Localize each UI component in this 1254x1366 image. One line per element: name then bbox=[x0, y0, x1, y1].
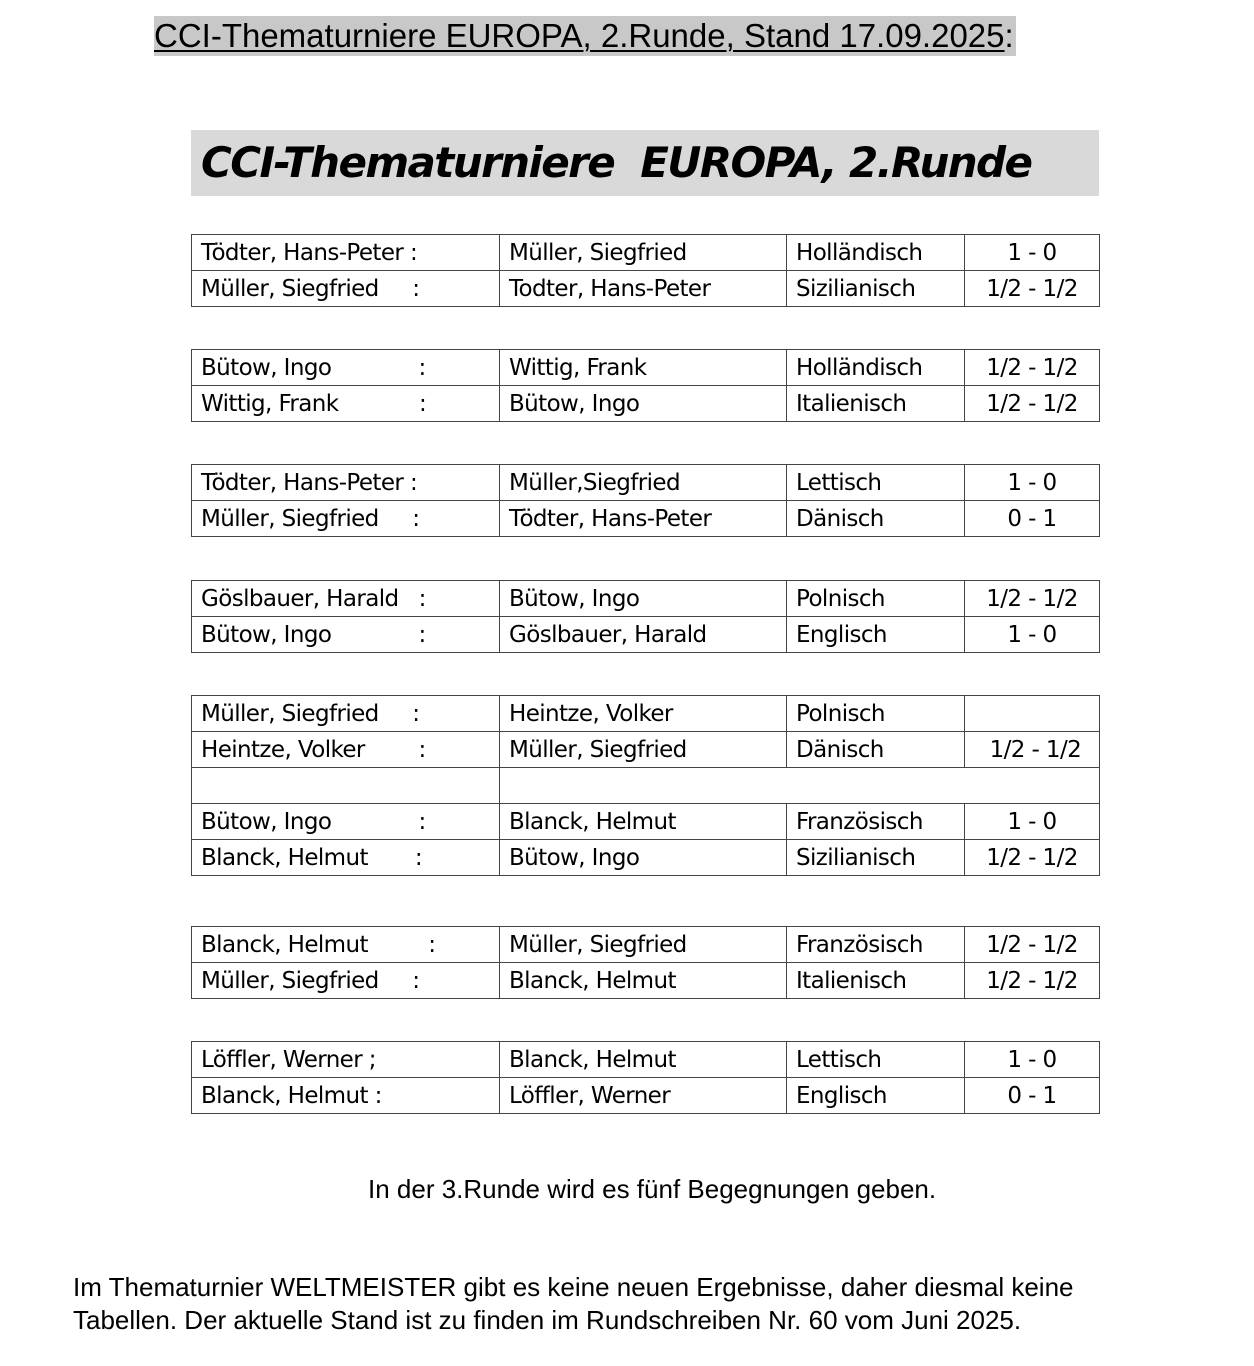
player-white: Blanck, Helmut : bbox=[192, 1078, 500, 1114]
table-row bbox=[192, 840, 1100, 876]
player-black: Blanck, Helmut bbox=[500, 804, 787, 840]
table-row bbox=[192, 235, 1100, 271]
table-row bbox=[192, 581, 1100, 617]
player-black: Göslbauer, Harald bbox=[500, 617, 787, 653]
table-row bbox=[192, 617, 1100, 653]
player-black: Müller, Siegfried bbox=[500, 235, 787, 271]
match-group bbox=[191, 349, 1100, 422]
opening: Sizilianisch bbox=[787, 271, 965, 307]
result: 1 - 0 bbox=[965, 235, 1100, 271]
document-title-text: CCI-Thematurniere EUROPA, 2.Runde, Stand 17.09.2025 bbox=[154, 17, 1005, 54]
table-row bbox=[192, 927, 1100, 963]
table-row bbox=[192, 1042, 1100, 1078]
opening: Polnisch bbox=[787, 581, 965, 617]
player-black: Müller,Siegfried bbox=[500, 465, 787, 501]
empty-cell bbox=[500, 768, 1100, 804]
player-black: Bütow, Ingo bbox=[500, 840, 787, 876]
table-row bbox=[192, 501, 1100, 537]
player-white: Blanck, Helmut : bbox=[192, 927, 500, 963]
player-white: Heintze, Volker : bbox=[192, 732, 500, 768]
player-white: Wittig, Frank : bbox=[192, 386, 500, 422]
player-black: Heintze, Volker bbox=[500, 696, 787, 732]
result: 1 - 0 bbox=[965, 617, 1100, 653]
player-black: Todter, Hans-Peter bbox=[500, 271, 787, 307]
opening: Dänisch bbox=[787, 732, 965, 768]
result: 1 - 0 bbox=[965, 1042, 1100, 1078]
weltmeister-note-line1: Im Thematurnier WELTMEISTER gibt es keine neuen Ergebnisse, daher diesmal keine bbox=[73, 1272, 1074, 1302]
opening: Italienisch bbox=[787, 963, 965, 999]
table-row bbox=[192, 963, 1100, 999]
section-banner bbox=[191, 130, 1099, 196]
result: 1 - 0 bbox=[965, 804, 1100, 840]
player-white: Müller, Siegfried : bbox=[192, 963, 500, 999]
section-banner-title: CCI-Thematurniere EUROPA, 2.Runde bbox=[201, 138, 1032, 187]
player-white: Tödter, Hans-Peter : bbox=[192, 465, 500, 501]
round3-note: In der 3.Runde wird es fünf Begegnungen geben. bbox=[368, 1174, 937, 1204]
opening: Lettisch bbox=[787, 1042, 965, 1078]
match-group bbox=[191, 234, 1100, 307]
player-white: Müller, Siegfried : bbox=[192, 501, 500, 537]
opening: Holländisch bbox=[787, 350, 965, 386]
opening: Sizilianisch bbox=[787, 840, 965, 876]
empty-cell bbox=[192, 768, 500, 804]
match-group bbox=[191, 926, 1100, 999]
table-row bbox=[192, 1078, 1100, 1114]
player-black: Wittig, Frank bbox=[500, 350, 787, 386]
result: 1/2 - 1/2 bbox=[965, 840, 1100, 876]
result: 1/2 - 1/2 bbox=[965, 581, 1100, 617]
result: 1 - 0 bbox=[965, 465, 1100, 501]
opening: Französisch bbox=[787, 804, 965, 840]
result bbox=[965, 696, 1100, 732]
weltmeister-note-line2: Tabellen. Der aktuelle Stand ist zu finden im Rundschreiben Nr. 60 vom Juni 2025. bbox=[73, 1305, 1022, 1335]
table-row bbox=[192, 696, 1100, 732]
spacer-row bbox=[192, 768, 1100, 804]
player-white: Müller, Siegfried : bbox=[192, 271, 500, 307]
opening: Italienisch bbox=[787, 386, 965, 422]
document-title-suffix: : bbox=[1004, 17, 1014, 54]
player-white: Blanck, Helmut : bbox=[192, 840, 500, 876]
player-black: Müller, Siegfried bbox=[500, 927, 787, 963]
table-row bbox=[192, 732, 1100, 768]
result: 0 - 1 bbox=[965, 501, 1100, 537]
player-black: Bütow, Ingo bbox=[500, 386, 787, 422]
table-row bbox=[192, 271, 1100, 307]
player-black: Tödter, Hans-Peter bbox=[500, 501, 787, 537]
result: 1/2 - 1/2 bbox=[965, 386, 1100, 422]
table-row bbox=[192, 350, 1100, 386]
opening: Englisch bbox=[787, 617, 965, 653]
document-title bbox=[154, 16, 1016, 56]
result: 1/2 - 1/2 bbox=[965, 271, 1100, 307]
match-group bbox=[191, 1041, 1100, 1114]
player-white: Bütow, Ingo : bbox=[192, 804, 500, 840]
match-group bbox=[191, 695, 1100, 876]
player-black: Blanck, Helmut bbox=[500, 963, 787, 999]
player-white: Göslbauer, Harald : bbox=[192, 581, 500, 617]
match-group bbox=[191, 580, 1100, 653]
result: 1/2 - 1/2 bbox=[965, 350, 1100, 386]
player-black: Blanck, Helmut bbox=[500, 1042, 787, 1078]
table-row bbox=[192, 386, 1100, 422]
opening: Englisch bbox=[787, 1078, 965, 1114]
result: 0 - 1 bbox=[965, 1078, 1100, 1114]
match-group bbox=[191, 464, 1100, 537]
table-row bbox=[192, 465, 1100, 501]
player-white: Tödter, Hans-Peter : bbox=[192, 235, 500, 271]
opening: Französisch bbox=[787, 927, 965, 963]
player-white: Bütow, Ingo : bbox=[192, 350, 500, 386]
player-white: Bütow, Ingo : bbox=[192, 617, 500, 653]
opening: Dänisch bbox=[787, 501, 965, 537]
player-white: Löffler, Werner ; bbox=[192, 1042, 500, 1078]
opening: Lettisch bbox=[787, 465, 965, 501]
player-white: Müller, Siegfried : bbox=[192, 696, 500, 732]
table-row bbox=[192, 804, 1100, 840]
player-black: Bütow, Ingo bbox=[500, 581, 787, 617]
result: 1/2 - 1/2 bbox=[965, 963, 1100, 999]
opening: Polnisch bbox=[787, 696, 965, 732]
result: 1/2 - 1/2 bbox=[965, 732, 1100, 768]
player-black: Müller, Siegfried bbox=[500, 732, 787, 768]
result: 1/2 - 1/2 bbox=[965, 927, 1100, 963]
opening: Holländisch bbox=[787, 235, 965, 271]
player-black: Löffler, Werner bbox=[500, 1078, 787, 1114]
